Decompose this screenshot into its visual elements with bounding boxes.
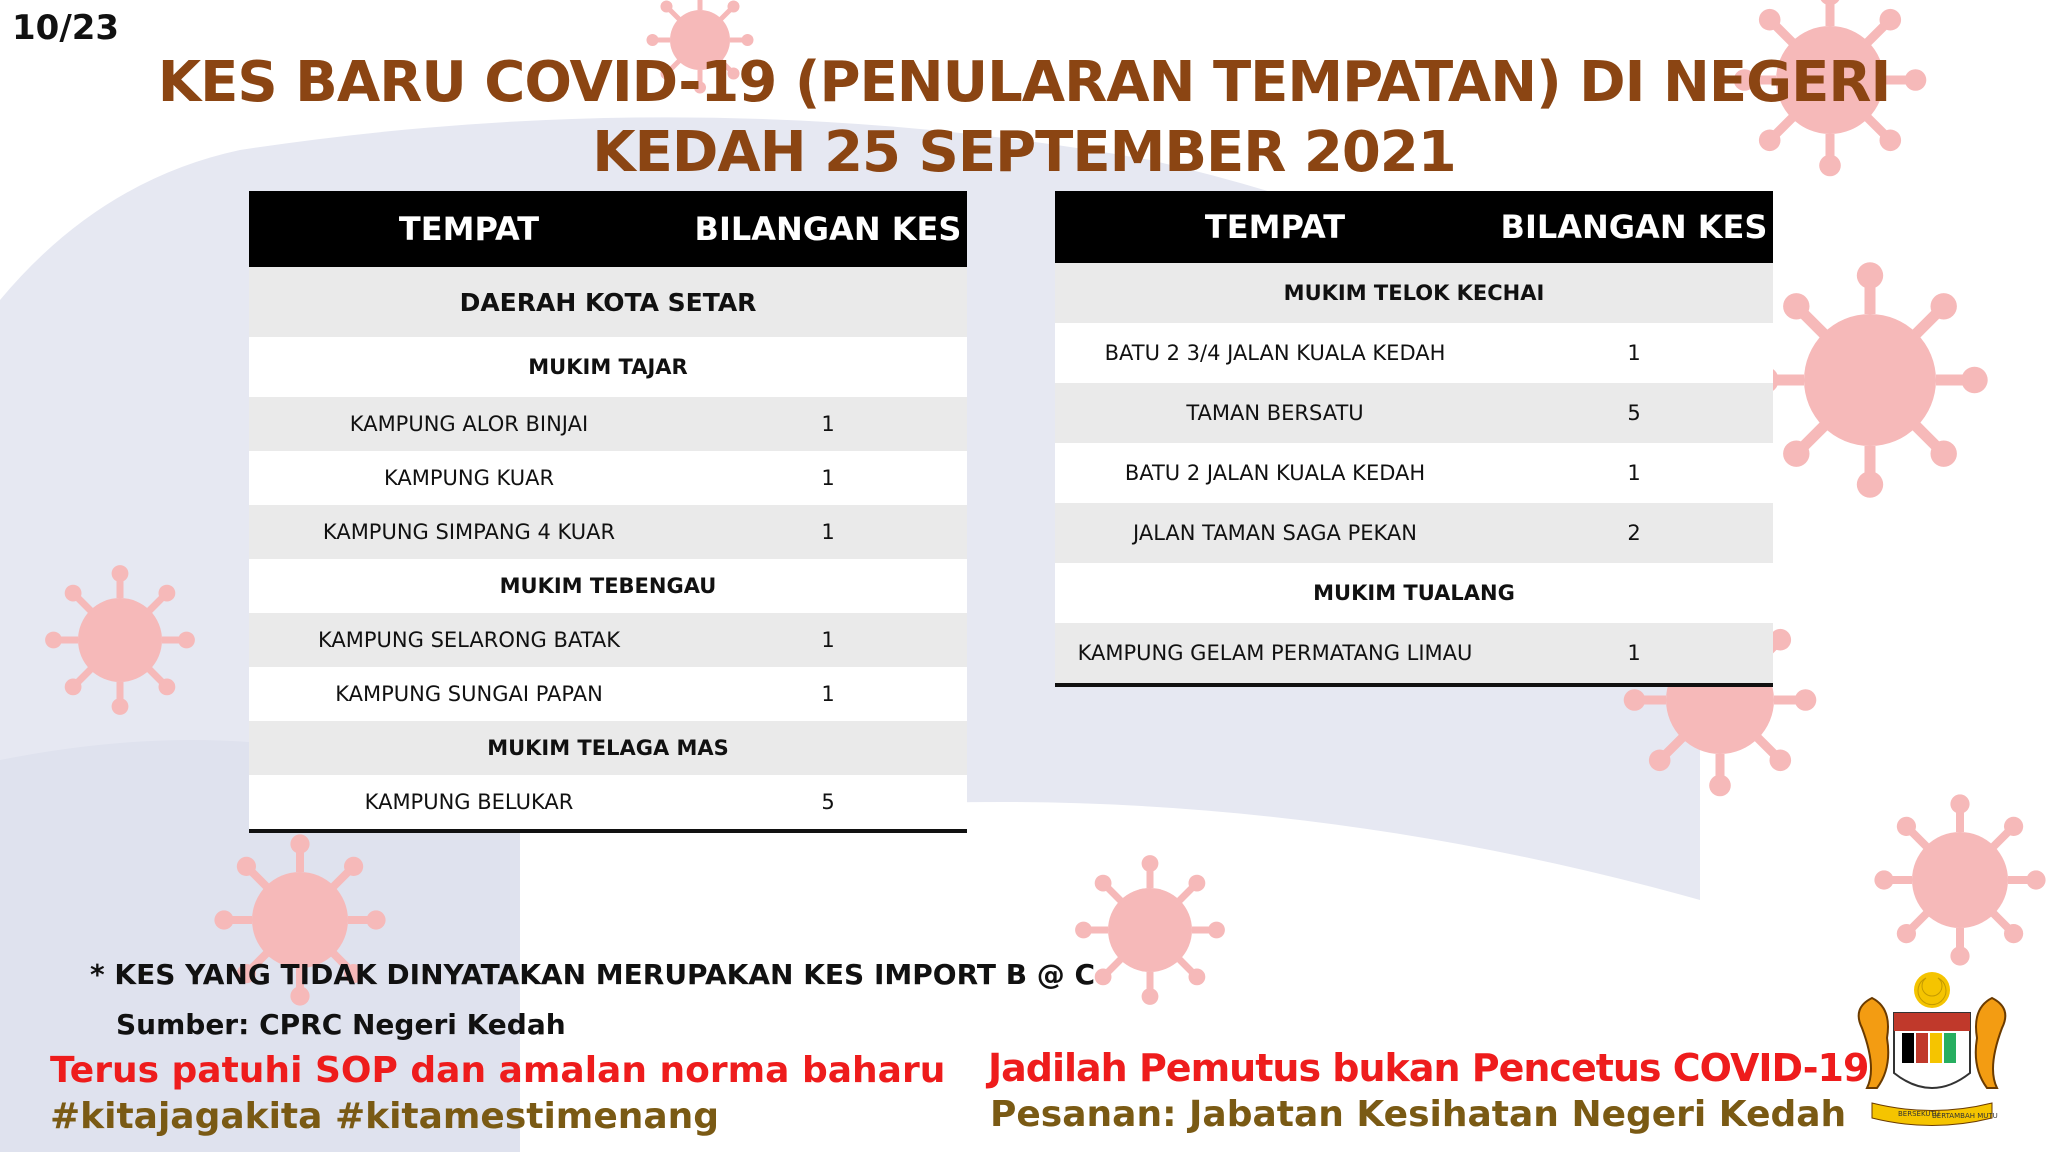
crest-motto-right: BERTAMBAH MUTU [1932,1112,1998,1120]
virus-icon [1075,855,1225,1005]
source-note: Sumber: CPRC Negeri Kedah [116,1008,566,1041]
count-cell: 1 [689,505,967,559]
table-row [1055,443,1773,503]
district-heading: DAERAH KOTA SETAR [249,267,967,337]
title-line-2: KEDAH 25 SEPTEMBER 2021 [592,120,1456,185]
place-cell: KAMPUNG GELAM PERMATANG LIMAU [1055,623,1495,685]
header-place: TEMPAT [249,191,689,267]
count-cell: 1 [689,667,967,721]
pemutus-slogan: Jadilah Pemutus bukan Pencetus COVID-19 [988,1046,1869,1090]
virus-icon [45,565,195,715]
place-cell: KAMPUNG SELARONG BATAK [249,613,689,667]
table-row [1055,503,1773,563]
place-cell: JALAN TAMAN SAGA PEKAN [1055,503,1495,563]
title-line-1: KES BARU COVID-19 (PENULARAN TEMPATAN) DI NEGERI [157,50,1891,115]
pesanan-note: Pesanan: Jabatan Kesihatan Negeri Kedah [990,1094,1847,1135]
coat-of-arms-icon [1832,968,2032,1140]
virus-icon [1874,794,2045,965]
table-row [1055,323,1773,383]
mukim-heading: MUKIM TEBENGAU [249,559,967,613]
table-row [249,451,967,505]
place-cell: KAMPUNG SIMPANG 4 KUAR [249,505,689,559]
virus-icon [1752,262,1987,497]
table-row [249,397,967,451]
sop-slogan: Terus patuhi SOP dan amalan norma baharu [50,1050,946,1091]
place-cell: KAMPUNG KUAR [249,451,689,505]
table-row [249,505,967,559]
mukim-heading: MUKIM TUALANG [1055,563,1773,623]
footnote: * KES YANG TIDAK DINYATAKAN MERUPAKAN KES IMPORT B @ C [90,958,1096,991]
count-cell: 1 [689,397,967,451]
header-place: TEMPAT [1055,191,1495,263]
table-row [249,613,967,667]
table-row [1055,383,1773,443]
place-cell: BATU 2 JALAN KUALA KEDAH [1055,443,1495,503]
crest-motto-left: BERSEKUTU [1898,1110,1940,1118]
hashtags: #kitajagakita #kitamestimenang [50,1096,720,1137]
header-count: BILANGAN KES [689,191,967,267]
count-cell: 2 [1495,503,1773,563]
count-cell: 5 [1495,383,1773,443]
count-cell: 1 [689,613,967,667]
count-cell: 1 [1495,623,1773,685]
header-count: BILANGAN KES [1495,191,1773,263]
mukim-heading: MUKIM TELOK KECHAI [1055,263,1773,323]
place-cell: BATU 2 3/4 JALAN KUALA KEDAH [1055,323,1495,383]
page-title [0,48,2048,188]
count-cell: 1 [689,451,967,505]
table-row [249,667,967,721]
count-cell: 1 [1495,443,1773,503]
right-cases-table [1055,191,1773,687]
mukim-heading: MUKIM TAJAR [249,337,967,397]
place-cell: TAMAN BERSATU [1055,383,1495,443]
mukim-heading: MUKIM TELAGA MAS [249,721,967,775]
place-cell: KAMPUNG BELUKAR [249,775,689,831]
count-cell: 1 [1495,323,1773,383]
left-cases-table [249,191,967,833]
table-row [249,775,967,831]
count-cell: 5 [689,775,967,831]
page-number: 10/23 [12,8,120,48]
place-cell: KAMPUNG ALOR BINJAI [249,397,689,451]
place-cell: KAMPUNG SUNGAI PAPAN [249,667,689,721]
table-row [1055,623,1773,685]
